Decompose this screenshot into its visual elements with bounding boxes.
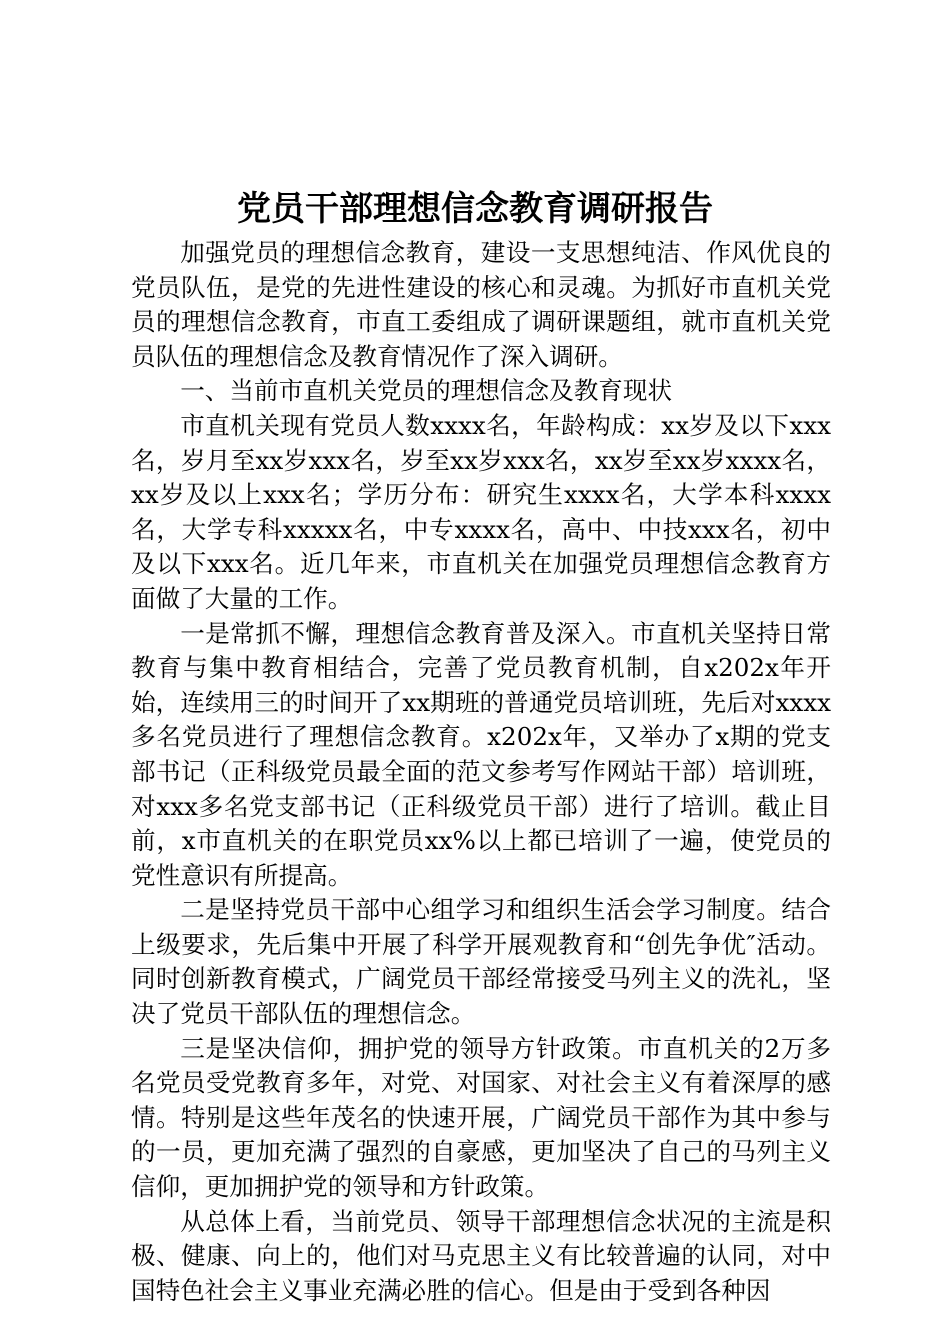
paragraph-member-stats: 市直机关现有党员人数xxxx名，年龄构成：xx岁及以下xxx名，岁月至xx岁xxx名，岁至xx岁xxx名，xx岁至xx岁xxxx名，xx岁及以上xxx名；学历分布：研究生xxxx名，大学本科xxxx名，大学专科xxxxx名，中专xxxx名，高中、中技xxx名，初中及以下xxx名。近几年来，市直机关在加强党员理想信念教育方面做了大量的工作。 bbox=[131, 410, 831, 613]
paragraph-intro: 加强党员的理想信念教育，建设一支思想纯洁、作风优良的党员队伍，是党的先进性建设的核心和灵魂。为抓好市直机关党员的理想信念教育，市直工委组成了调研课题组，就市直机关党员队伍的理想信念及教育情况作了深入调研。 bbox=[131, 238, 831, 371]
document-title: 党员干部理想信念教育调研报告 bbox=[237, 189, 713, 229]
paragraph-point-1: 一是常抓不懈，理想信念教育普及深入。市直机关坚持日常教育与集中教育相结合，完善了党员教育机制，自x202x年开始，连续用三的时间开了xx期班的普通党员培训班，先后对xxxx多名党员进行了理想信念教育。x202x年，又举办了x期的党支部书记（正科级党员最全面的范文参考写作网站干部）培训班，对xxx多名党支部书记（正科级党员干部）进行了培训。截止目前，x市直机关的在职党员xx%以上都已培训了一遍，使党员的党性意识有所提高。 bbox=[131, 618, 831, 890]
paragraph-point-3: 三是坚决信仰，拥护党的领导方针政策。市直机关的2万多名党员受党教育多年，对党、对国家、对社会主义有着深厚的感情。特别是这些年茂名的快速开展，广阔党员干部作为其中参与的一员，更加充满了强烈的自豪感，更加坚决了自己的马列主义信仰，更加拥护党的领导和方针政策。 bbox=[131, 1033, 831, 1202]
document-body bbox=[131, 236, 831, 1308]
paragraph-point-2: 二是坚持党员干部中心组学习和组织生活会学习制度。结合上级要求，先后集中开展了科学开展观教育和“创先争优″活动。同时创新教育模式，广阔党员干部经常接受马列主义的洗礼，坚决了党员干部队伍的理想信念。 bbox=[131, 895, 831, 1029]
section-heading-1: 一、当前市直机关党员的理想信念及教育现状 bbox=[180, 376, 673, 406]
paragraph-overall: 从总体上看，当前党员、领导干部理想信念状况的主流是积极、健康、向上的，他们对马克思主义有比较普遍的认同，对中国特色社会主义事业充满必胜的信心。但是由于受到各种因 bbox=[131, 1206, 831, 1305]
